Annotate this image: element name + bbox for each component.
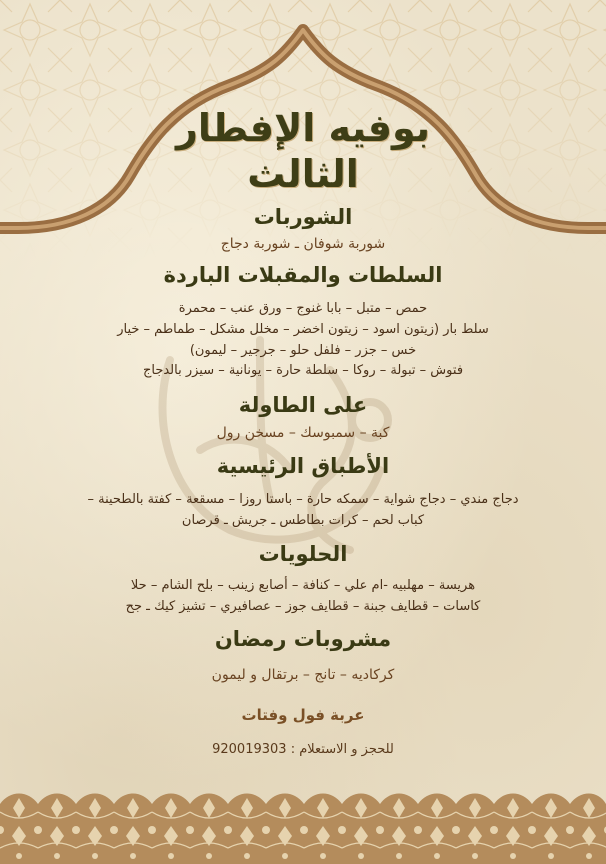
contact-info: للحجز و الاستعلام : 920019303: [212, 742, 394, 757]
section-drinks-heading: مشروبات رمضان: [214, 627, 392, 651]
brand-name: عربة فول وفتات: [241, 706, 365, 724]
section-soups-heading: الشوربات: [253, 205, 353, 229]
menu-line: سلط بار (زيتون اسود – زيتون اخضر – مخلل مشكل – طماطم – خيار: [117, 322, 489, 337]
menu-title-line-2: الثالث: [247, 152, 359, 196]
section-desserts-heading: الحلويات: [258, 542, 348, 566]
menu-line: فتوش – تبولة – روكا – سلطة حارة – يونانية – سيزر بالدجاج: [142, 363, 464, 378]
menu-line: حمص – متبل – بابا غنوج – ورق عنب – محمرة: [178, 301, 428, 316]
menu-line: كاسات – قطايف جبنة – قطايف جوز – عصافيري – تشيز كيك ـ جح: [125, 599, 481, 614]
section-salads-heading: السلطات والمقبلات الباردة: [163, 263, 443, 287]
menu-line: دجاج مندي – دجاج شواية – سمكه حارة – باستا روزا – مسقعة – كفتة بالطحينة –: [87, 492, 519, 507]
menu-line: كباب لحم – كرات بطاطس ـ جريش ـ قرصان: [181, 513, 425, 528]
section-table-heading: على الطاولة: [238, 393, 368, 417]
menu-line: خس – جزر – فلفل حلو – جرجير – ليمون): [189, 343, 417, 358]
menu-line: هريسة – مهلبيه -ام علي – كنافة – أصابع زينب – بلح الشام – حلا: [130, 578, 476, 593]
menu-line: كركاديه – تانج – برتقال و ليمون: [211, 667, 395, 683]
menu-line: كبة – سمبوسك – مسخن رول: [216, 425, 390, 441]
menu-title-line-1: بوفيه الإفطار: [175, 106, 431, 150]
section-mains-heading: الأطباق الرئيسية: [216, 454, 390, 478]
menu-line: شوربة شوفان ـ شوربة دجاج: [220, 236, 386, 252]
